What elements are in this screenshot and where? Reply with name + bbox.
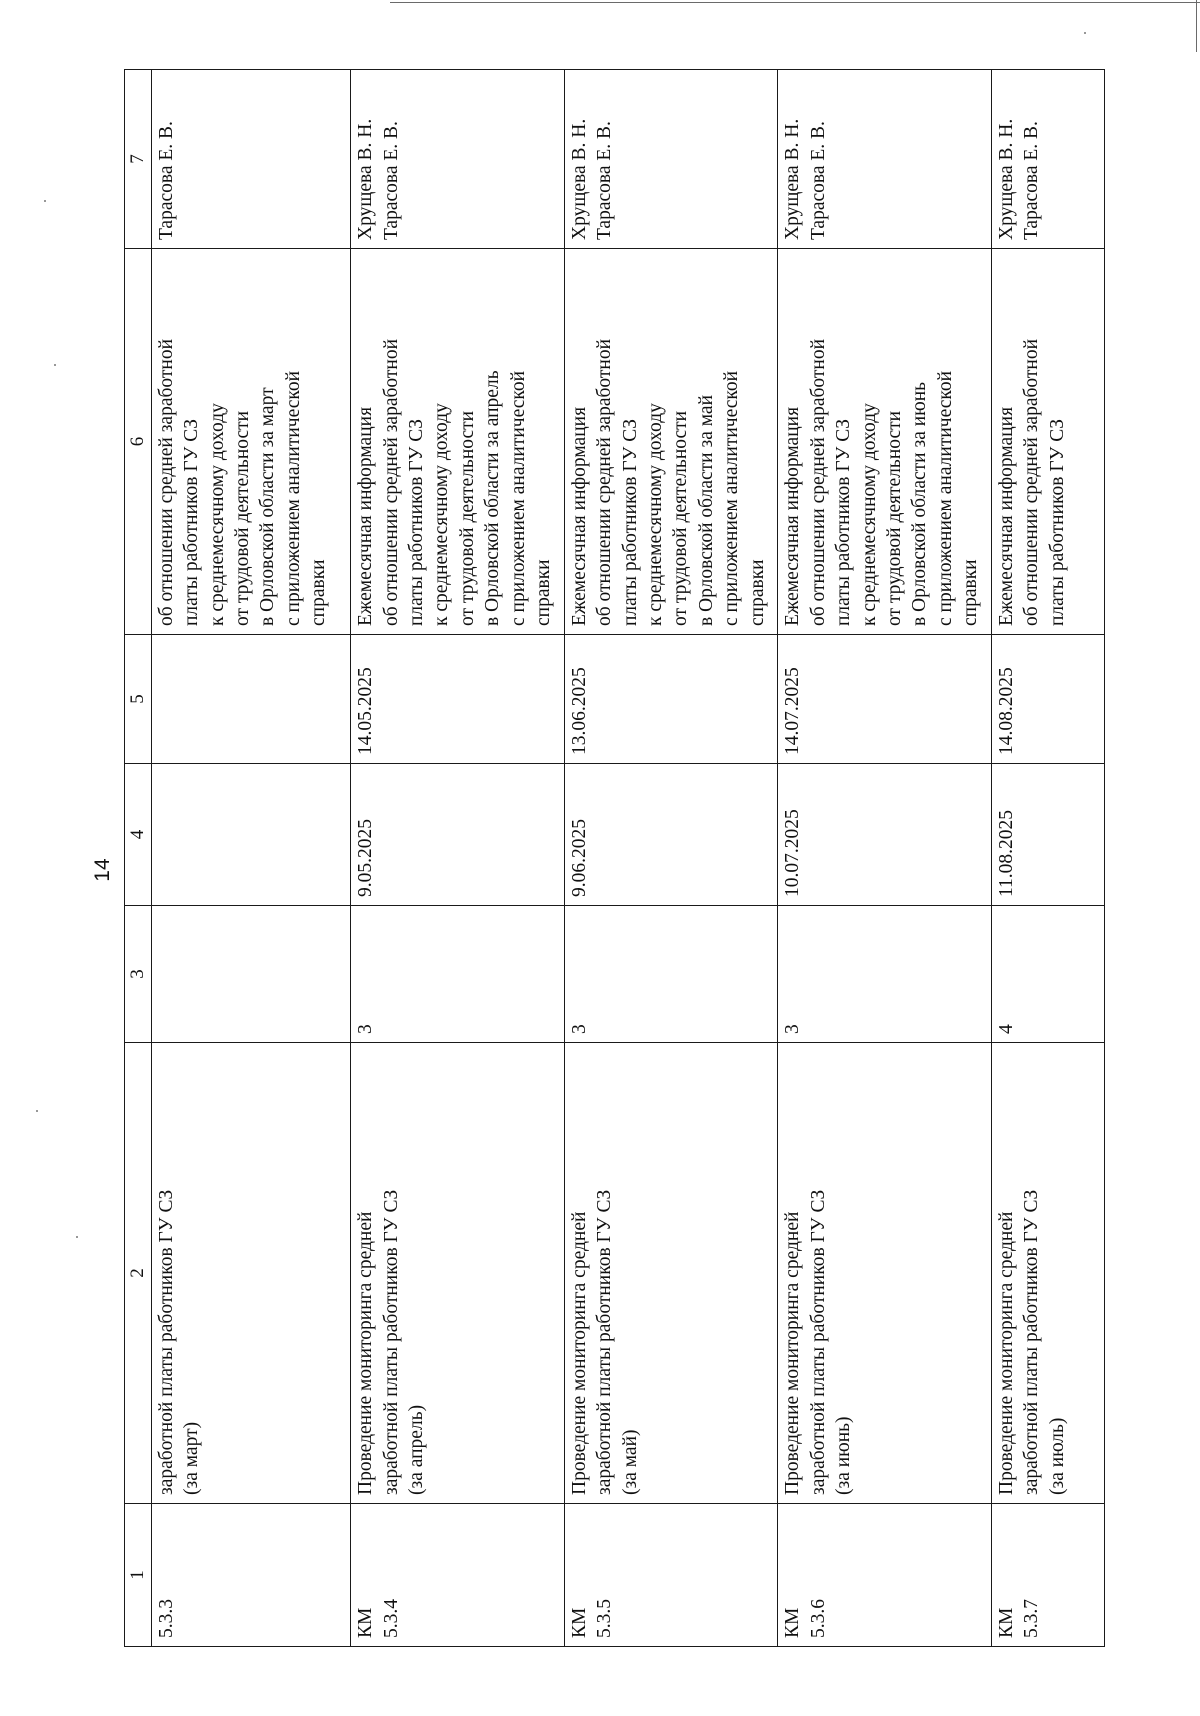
scan-edge-right [1196, 0, 1197, 52]
item-column-3: 3 [564, 906, 778, 1043]
item-number: КМ 5.3.4 [351, 1504, 565, 1647]
column-number-3: 3 [125, 906, 152, 1043]
item-description: Проведение мониторинга средней заработной платы работников ГУ СЗ (за апрель) [351, 1043, 565, 1504]
item-description: Проведение мониторинга средней заработной платы работников ГУ СЗ (за июль) [992, 1043, 1105, 1504]
item-responsible: Хрущева В. Н. Тарасова Е. В. [351, 70, 565, 249]
item-result: об отношении средней заработной платы работников ГУ СЗ к среднемесячному доходу от трудовой деятельности в Орловской области за март с приложением аналитической справки [151, 249, 350, 635]
item-start-date: 9.05.2025 [351, 764, 565, 906]
scan-speck [76, 1236, 78, 1238]
item-responsible: Хрущева В. Н. Тарасова Е. В. [778, 70, 992, 249]
item-result: Ежемесячная информация об отношении средней заработной платы работников ГУ СЗ к среднемесячному доходу от трудовой деятельности в Орловской области за июнь с приложением аналитической справки [778, 249, 992, 635]
scan-speck [36, 1110, 38, 1112]
item-start-date [151, 764, 350, 906]
column-number-7: 7 [125, 70, 152, 249]
item-end-date: 13.06.2025 [564, 635, 778, 764]
header-row [125, 70, 152, 1647]
item-start-date: 10.07.2025 [778, 764, 992, 906]
item-number: КМ 5.3.7 [992, 1504, 1105, 1647]
table-row [151, 70, 350, 1647]
item-end-date [151, 635, 350, 764]
scan-edge-top [390, 2, 1200, 3]
table-row [564, 70, 778, 1647]
plan-table [124, 69, 1105, 1647]
scan-speck [1084, 32, 1086, 34]
item-number: 5.3.3 [151, 1504, 350, 1647]
item-start-date: 9.06.2025 [564, 764, 778, 906]
item-description: Проведение мониторинга средней заработной платы работников ГУ СЗ (за июнь) [778, 1043, 992, 1504]
rotated-table-container [124, 70, 1105, 1647]
item-end-date: 14.08.2025 [992, 635, 1105, 764]
item-description: Проведение мониторинга средней заработной платы работников ГУ СЗ (за май) [564, 1043, 778, 1504]
column-number-1: 1 [125, 1504, 152, 1647]
item-column-3: 3 [351, 906, 565, 1043]
item-result: Ежемесячная информация об отношении средней заработной платы работников ГУ СЗ к среднемесячному доходу от трудовой деятельности в Орловской области за май с приложением аналитической справки [564, 249, 778, 635]
item-responsible: Хрущева В. Н. Тарасова Е. В. [992, 70, 1105, 249]
item-description: заработной платы работников ГУ СЗ (за март) [151, 1043, 350, 1504]
table-row [351, 70, 565, 1647]
item-result: Ежемесячная информация об отношении средней заработной платы работников ГУ СЗ к среднемесячному доходу от трудовой деятельности в Орловской области за апрель с приложением аналитической справки [351, 249, 565, 635]
item-result: Ежемесячная информация об отношении средней заработной платы работников ГУ СЗ [992, 249, 1105, 635]
column-number-4: 4 [125, 764, 152, 906]
scan-speck [54, 364, 56, 366]
table-row [992, 70, 1105, 1647]
item-column-3 [151, 906, 350, 1043]
item-column-3: 4 [992, 906, 1105, 1043]
item-number: КМ 5.3.6 [778, 1504, 992, 1647]
item-end-date: 14.05.2025 [351, 635, 565, 764]
column-number-6: 6 [125, 249, 152, 635]
item-end-date: 14.07.2025 [778, 635, 992, 764]
item-start-date: 11.08.2025 [992, 764, 1105, 906]
table-row [778, 70, 992, 1647]
page-number: 14 [91, 858, 114, 882]
column-number-2: 2 [125, 1043, 152, 1504]
item-number: КМ 5.3.5 [564, 1504, 778, 1647]
scan-speck [44, 200, 46, 202]
column-number-5: 5 [125, 635, 152, 764]
item-column-3: 3 [778, 906, 992, 1043]
item-responsible: Хрущева В. Н. Тарасова Е. В. [564, 70, 778, 249]
item-responsible: Тарасова Е. В. [151, 70, 350, 249]
